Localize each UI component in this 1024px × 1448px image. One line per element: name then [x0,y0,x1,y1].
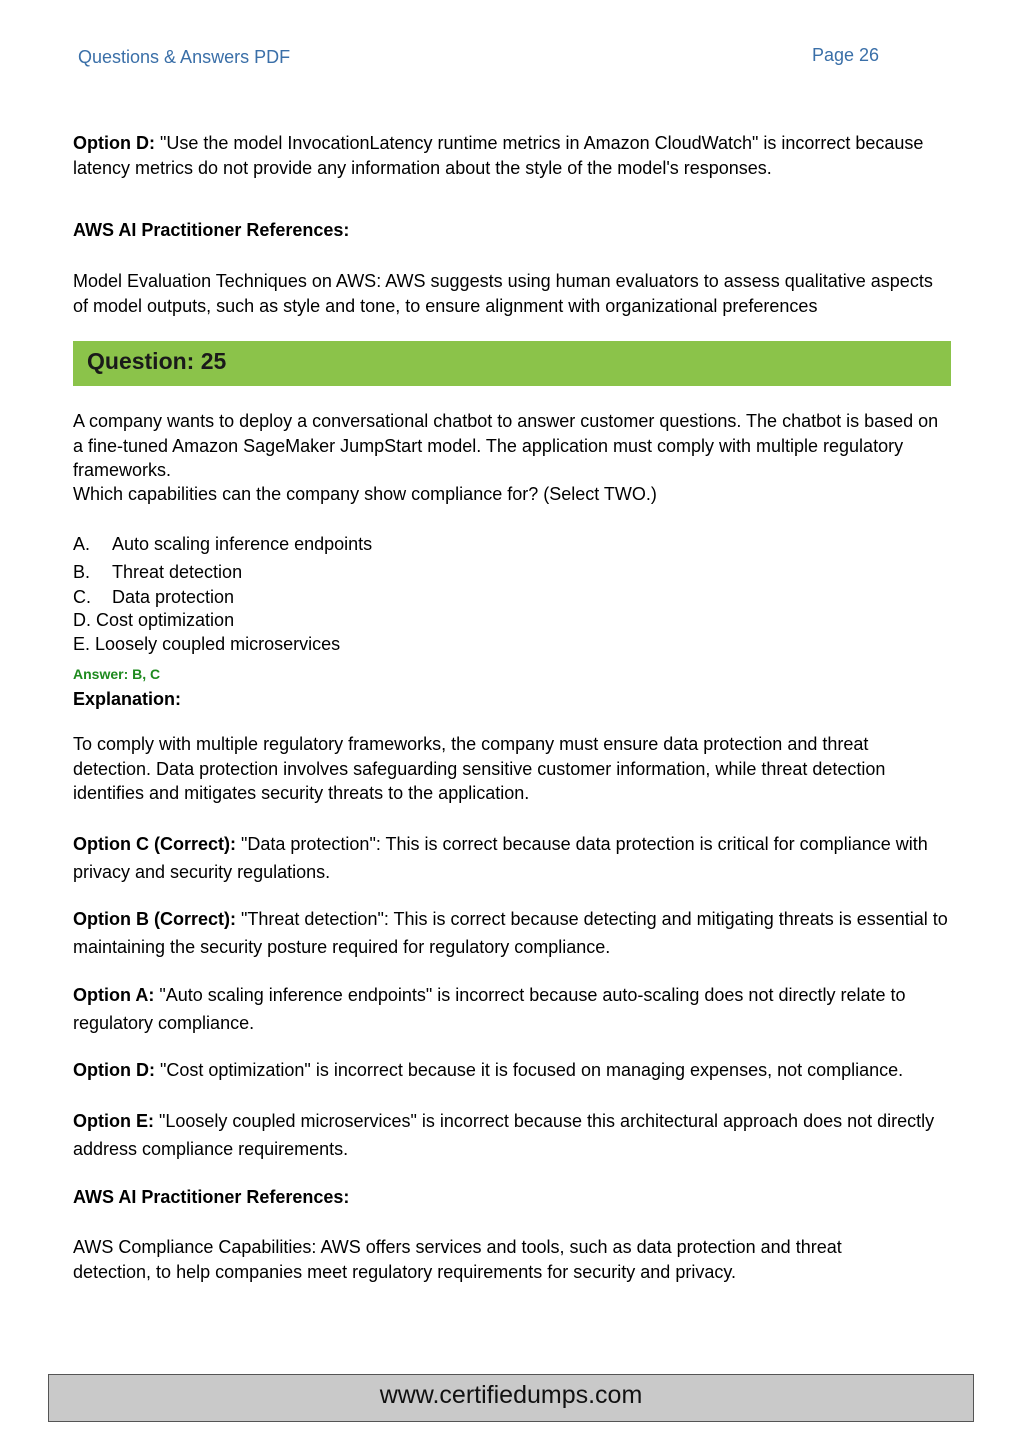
explanation-option-e [73,1107,943,1163]
header-title: Questions & Answers PDF [78,47,291,67]
footer-bar [48,1374,974,1422]
option-d [73,608,234,632]
option-e [73,632,340,656]
option-b-text: Threat detection [112,562,243,582]
option-c [73,585,234,609]
question-title: Question: 25 [87,348,227,374]
explanation-option-e-text: "Loosely coupled microservices" is incorrect because this architectural approach does not directly address compliance requirements. [73,1111,935,1159]
option-a-text: Auto scaling inference endpoints [112,534,373,554]
explanation-option-d [73,1056,963,1084]
answer-line: Answer: B, C [73,666,161,682]
option-a-letter: A. [73,534,91,554]
option-d-letter: D. [73,610,91,630]
explanation-option-d-label: Option D: [73,1060,155,1080]
explanation-option-c-text: "Data protection": This is correct because data protection is critical for compliance with privacy and security regulations. [73,834,928,882]
explanation-option-c [73,830,953,886]
explanation-option-a-text: "Auto scaling inference endpoints" is incorrect because auto-scaling does not directly relate to regulatory compliance. [73,985,906,1033]
explanation-option-b-text: "Threat detection": This is correct because detecting and mitigating threats is essential to maintaining the security posture required for regulatory compliance. [73,909,948,957]
explanation-intro: To comply with multiple regulatory frameworks, the company must ensure data protection and threat detection. Data protection involves safeguarding sensitive customer information, while threat detection identifies and mitigates security threats to the application. [73,734,886,803]
explanation-option-a-label: Option A: [73,985,155,1005]
page-number: Page 26 [812,45,880,65]
explanation-option-e-label: Option E: [73,1111,154,1131]
explanation-option-a [73,981,958,1037]
explanation-option-d-text: "Cost optimization" is incorrect because it is focused on managing expenses, not compliance. [154,1060,904,1080]
option-e-text: Loosely coupled microservices [95,634,341,654]
prev-option-d-text: "Use the model InvocationLatency runtime metrics in Amazon CloudWatch" is incorrect because latency metrics do not provide any information about the style of the model's responses. [73,133,924,178]
question-prompt: Which capabilities can the company show compliance for? (Select TWO.) [73,484,657,504]
footer-url: www.certifiedumps.com [379,1381,643,1409]
prev-references-heading: AWS AI Practitioner References: [73,220,350,240]
explanation-heading: Explanation: [73,689,182,709]
option-a [73,532,372,556]
option-b [73,560,242,584]
references-heading: AWS AI Practitioner References: [73,1187,350,1207]
option-e-letter: E. [73,634,91,654]
explanation-option-c-label: Option C (Correct): [73,834,236,854]
option-c-text: Data protection [112,587,235,607]
explanation-option-b [73,905,953,961]
option-c-letter: C. [73,587,91,607]
prev-reference-text: Model Evaluation Techniques on AWS: AWS suggests using human evaluators to assess qualitative aspects of model outputs, such as style and tone, to ensure alignment with organizational preferences [73,271,933,316]
question-text: A company wants to deploy a conversational chatbot to answer customer questions. The chatbot is based on a fine-tuned Amazon SageMaker JumpStart model. The application must comply with multiple regulatory frameworks. [73,411,939,480]
option-d-text: Cost optimization [96,610,235,630]
option-b-letter: B. [73,562,91,582]
reference-text: AWS Compliance Capabilities: AWS offers services and tools, such as data protection and threat detection, to help companies meet regulatory requirements for security and privacy. [73,1237,842,1282]
explanation-option-b-label: Option B (Correct): [73,909,236,929]
question-banner [73,341,951,386]
prev-option-d-label: Option D: [73,133,155,153]
prev-option-d [73,131,953,180]
